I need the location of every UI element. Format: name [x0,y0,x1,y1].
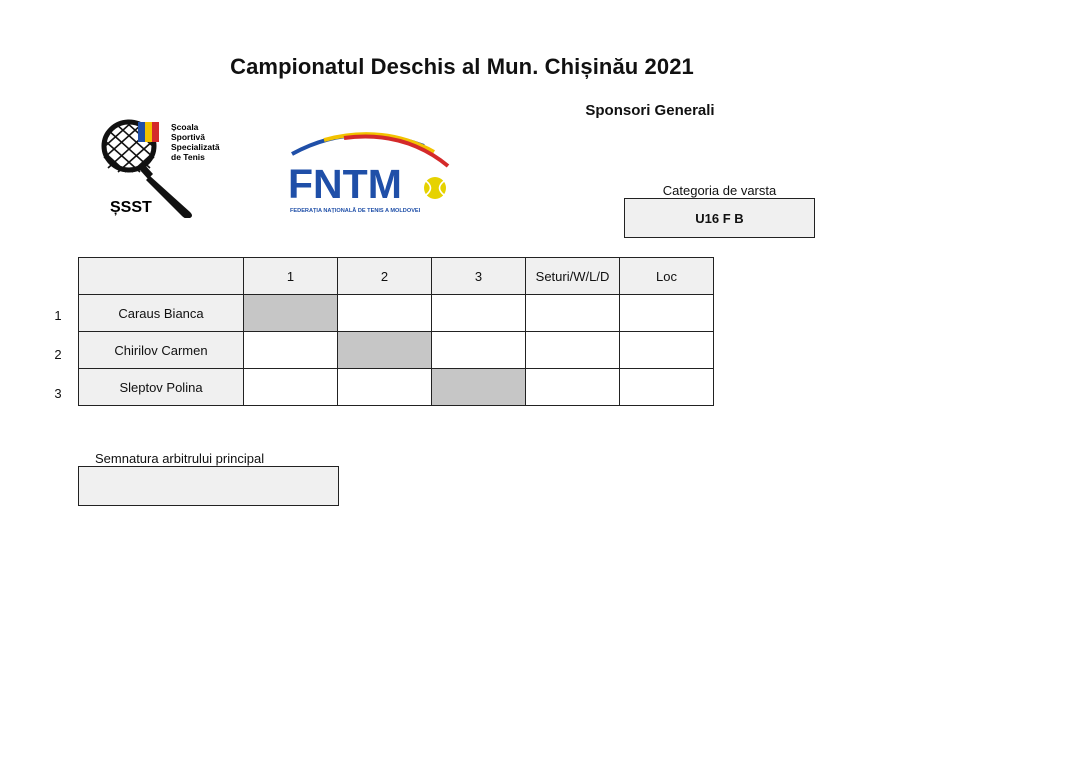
tennis-ball-icon [424,177,446,199]
signature-label: Semnatura arbitrului principal [95,451,265,466]
page-title: Campionatul Deschis al Mun. Chișinău 2021 [230,54,694,79]
fntm-subtitle: FEDERAȚIA NAȚIONALĂ DE TENIS A MOLDOVEI [290,208,421,214]
fntm-logo [284,128,464,220]
table-header-row [79,258,714,295]
ssst-logo [98,118,228,218]
table-row [79,369,714,406]
result-cell-self [432,369,526,406]
row-number: 1 [54,308,62,323]
school-line-3: Specializată [171,142,220,152]
header-cell-blank [79,258,244,295]
result-cell[interactable] [338,295,432,332]
school-line-1: Școala [171,122,199,132]
header-cell-place: Loc [620,258,714,295]
table-row [79,295,714,332]
row-number: 2 [54,347,62,362]
sets-cell[interactable] [526,369,620,406]
place-cell[interactable] [620,369,714,406]
school-line-4: de Tenis [171,152,205,162]
result-cell-self [244,295,338,332]
row-number: 3 [54,386,62,401]
category-label: Categoria de varsta [662,183,777,198]
player-name: Chirilov Carmen [79,332,244,369]
result-cell[interactable] [244,369,338,406]
school-abbr: ȘSST [110,199,152,216]
place-cell[interactable] [620,332,714,369]
header-cell-sets: Seturi/W/L/D [526,258,620,295]
signature-field[interactable] [78,466,339,506]
fntm-abbr: FNTM [288,161,402,207]
category-value-box: U16 F B [624,198,815,238]
result-cell-self [338,332,432,369]
header-cell-1: 1 [244,258,338,295]
player-name: Caraus Bianca [79,295,244,332]
result-cell[interactable] [432,295,526,332]
sets-cell[interactable] [526,332,620,369]
table-row [79,332,714,369]
place-cell[interactable] [620,295,714,332]
sponsors-label: Sponsori Generali [585,102,715,119]
sets-cell[interactable] [526,295,620,332]
results-table [78,257,714,406]
result-cell[interactable] [432,332,526,369]
player-name: Sleptov Polina [79,369,244,406]
result-cell[interactable] [338,369,432,406]
school-line-2: Sportivă [171,132,206,142]
header-cell-2: 2 [338,258,432,295]
header-cell-3: 3 [432,258,526,295]
result-cell[interactable] [244,332,338,369]
